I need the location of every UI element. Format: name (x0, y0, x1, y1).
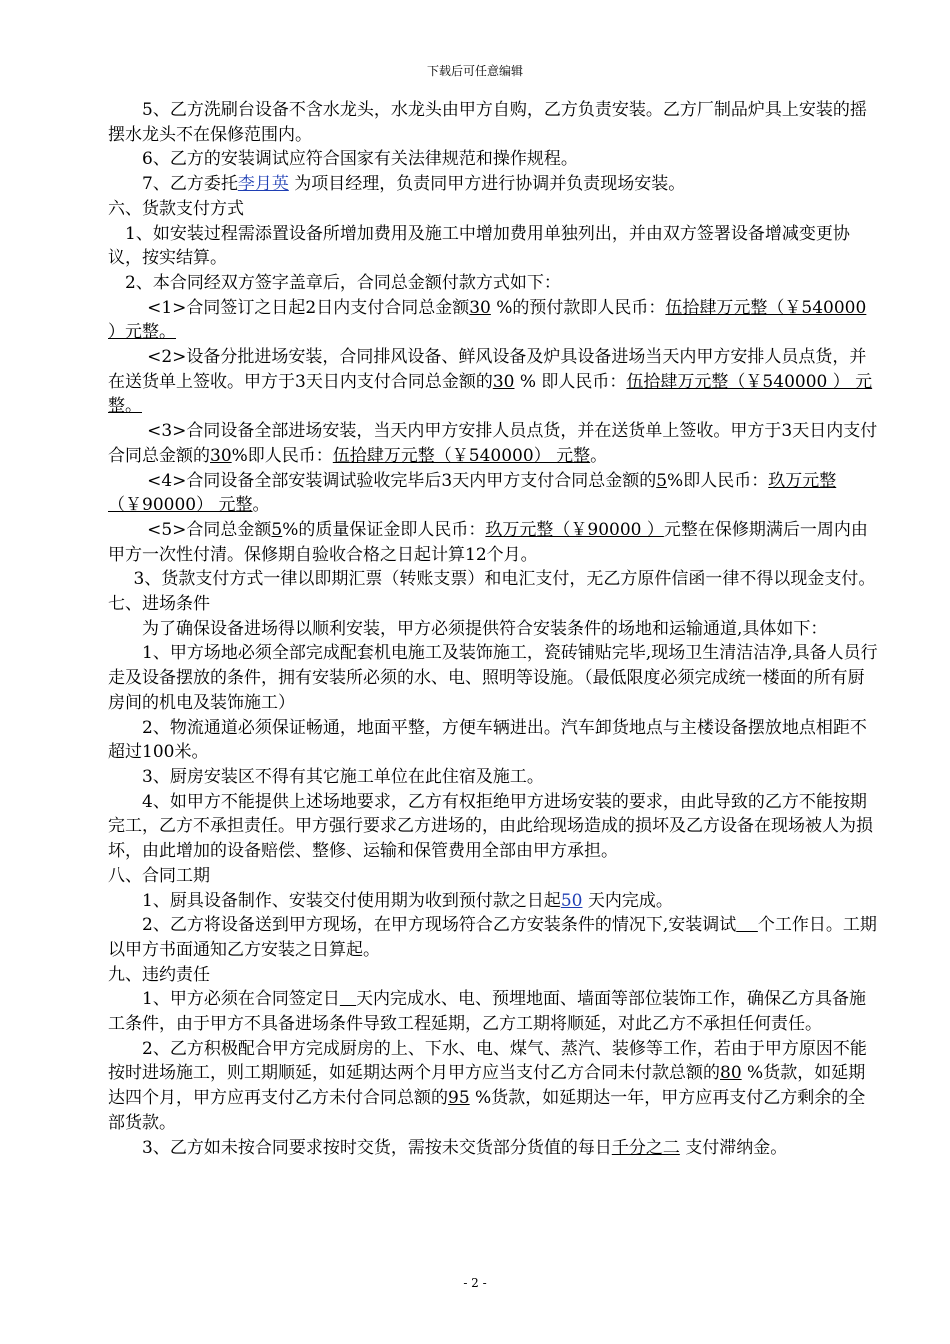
amount: 伍拾肆万元整（￥540000） 元整 (332, 445, 591, 466)
paragraph (108, 98, 878, 147)
text: %即人民币： (231, 445, 333, 466)
amount: 玖万元整（￥90000 ） (485, 519, 664, 540)
text: 1、厨具设备制作、安装交付使用期为收到预付款之日起 (142, 890, 561, 911)
section-heading: 八、合同工期 (108, 865, 210, 886)
paragraph (108, 716, 878, 765)
text: 1、如安装过程需添置设备所增加费用及施工中增加费用单独列出，并由双方签署设备增减变更协议，按实结算。 (108, 223, 850, 269)
text: 元整在保修期满后一周内由甲方一次性付清。保修期自验收合格之日起计算12个月。 (108, 519, 868, 565)
text: 3、货款支付方式一律以即期汇票（转账支票）和电汇支付，无乙方原件信函一律不得以现金支付。 (133, 569, 876, 590)
paragraph (108, 147, 878, 172)
paragraph (108, 790, 878, 864)
paragraph (108, 1136, 878, 1161)
percentage: 30 (492, 371, 515, 392)
paragraph (108, 1037, 878, 1136)
paragraph (108, 518, 878, 567)
amount: 伍拾肆万元整（￥540000 ）元整。 (108, 297, 867, 343)
text: %即人民币： (667, 470, 769, 491)
text: 2、乙方积极配合甲方完成厨房的上、下水、电、煤气、蒸汽、装修等工作，若由于甲方原因不能按时进场施工，则工期顺延，如延期达两个月甲方应当支付乙方合同未付款总额的 (108, 1038, 867, 1084)
text: 2、乙方将设备送到甲方现场，在甲方现场符合乙方安装条件的情况下,安装调试 (142, 915, 737, 936)
text: 1、甲方必须在合同签定日 (142, 989, 340, 1010)
amount: 玖万元整（￥90000） 元整 (108, 470, 837, 516)
text: 天内完成水、电、预埋地面、墙面等部位装饰工作，确保乙方具备施工条件，由于甲方不具备进场条件导致工程延期，乙方工期将顺延，对此乙方不承担任何责任。 (108, 989, 867, 1035)
paragraph (108, 617, 878, 642)
blank-field (736, 915, 758, 935)
percentage: 80 (720, 1063, 742, 1084)
text: %的预付款即人民币： (496, 297, 666, 318)
text: 为项目经理，负责同甲方进行协调并负责现场安装。 (294, 174, 686, 195)
penalty-rate: 千分之二 (611, 1137, 680, 1158)
paragraph (108, 987, 878, 1036)
paragraph (108, 913, 878, 962)
text: 。 (590, 445, 608, 466)
paragraph (108, 641, 878, 715)
section-heading: 六、货款支付方式 (108, 198, 244, 219)
page-number: - 2 - (463, 1276, 487, 1290)
text: 4、如甲方不能提供上述场地要求，乙方有权拒绝甲方进场安装的要求，由此导致的乙方不能按期完工，乙方不承担责任。甲方强行要求乙方进场的，由此给现场造成的损坏及乙方设备在现场被人为损坏，由此增加的设备赔偿、整修、运输和保管费用全部由甲方承担。 (108, 791, 873, 862)
text: <1>合同签订之日起2日内支付合同总金额 (147, 297, 470, 318)
amount: 伍拾肆万元整（￥540000 ） 元整。 (108, 371, 873, 417)
text: 支付滞纳金。 (685, 1137, 788, 1158)
paragraph (108, 296, 878, 345)
days-value: 50 (560, 890, 583, 911)
text: 3、乙方如未按合同要求按时交货，需按未交货部分货值的每日 (142, 1137, 612, 1158)
text: 个工作日。工期以甲方书面通知乙方安装之日算起。 (108, 915, 877, 960)
percentage: 30 (210, 445, 232, 466)
text: <2>设备分批进场安装，合同排风设备、鲜风设备及炉具设备进场当天内甲方安排人员点货，并在送货单上签收。甲方于3天日内支付合同总金额的 (108, 347, 867, 392)
text: 天内完成。 (587, 890, 673, 911)
text: 2、本合同经双方签字盖章后，合同总金额付款方式如下： (125, 272, 561, 293)
paragraph (108, 172, 878, 197)
paragraph (108, 345, 878, 419)
text: %货款，如延期达四个月，甲方应再支付乙方未付合同总额的 (108, 1063, 866, 1109)
text: 。 (252, 495, 270, 516)
text: 5、乙方洗刷台设备不含水龙头，水龙头由甲方自购，乙方负责安装。乙方厂制品炉具上安装的摇摆水龙头不在保修范围内。 (108, 100, 867, 145)
paragraph (108, 469, 878, 518)
text: 2、物流通道必须保证畅通，地面平整，方便车辆进出。汽车卸货地点与主楼设备摆放地点相距不超过100米。 (108, 717, 867, 763)
project-manager-name: 李月英 (237, 174, 289, 195)
text: 1、甲方场地必须全部完成配套机电施工及装饰施工，瓷砖铺贴完毕,现场卫生清洁洁净,具备人员行走及设备摆放的条件，拥有安装所必须的水、电、照明等设施。（最低限度必须完成统一楼面的所有厨房间的机电及装饰施工） (108, 643, 878, 713)
text: 6、乙方的安装调试应符合国家有关法律规范和操作规程。 (142, 149, 578, 170)
paragraph (108, 271, 878, 296)
text: %货款，如延期达一年，甲方应再支付乙方剩余的全部货款。 (108, 1088, 866, 1133)
text: 3、厨房安装区不得有其它施工单位在此住宿及施工。 (142, 766, 544, 787)
percentage: 5 (656, 470, 668, 491)
section-heading: 九、违约责任 (108, 964, 210, 985)
paragraph (108, 222, 878, 271)
text: 为了确保设备进场得以顺利安装，甲方必须提供符合安装条件的场地和运输通道,具体如下： (142, 618, 828, 639)
text: % 即人民币： (519, 371, 627, 392)
text: <3>合同设备全部进场安装，当天内甲方安排人员点货，并在送货单上签收。甲方于3天日内支付合同总金额的 (108, 421, 878, 466)
text: 7、乙方委托 (142, 174, 238, 195)
paragraph (108, 765, 878, 790)
section-heading: 七、进场条件 (108, 594, 210, 615)
paragraph (108, 419, 878, 468)
text: <4>合同设备全部安装调试验收完毕后3天内甲方支付合同总金额的 (147, 470, 657, 491)
percentage: 30 (469, 297, 491, 318)
blank-field (340, 989, 356, 1009)
contract-body (108, 98, 878, 1160)
percentage: 5 (271, 519, 283, 540)
text: <5>合同总金额 (147, 519, 272, 540)
paragraph (108, 889, 878, 914)
percentage: 95 (448, 1088, 470, 1109)
page-header: 下载后可任意编辑 (426, 64, 523, 78)
text: %的质量保证金即人民币： (282, 519, 486, 540)
paragraph (108, 567, 878, 592)
